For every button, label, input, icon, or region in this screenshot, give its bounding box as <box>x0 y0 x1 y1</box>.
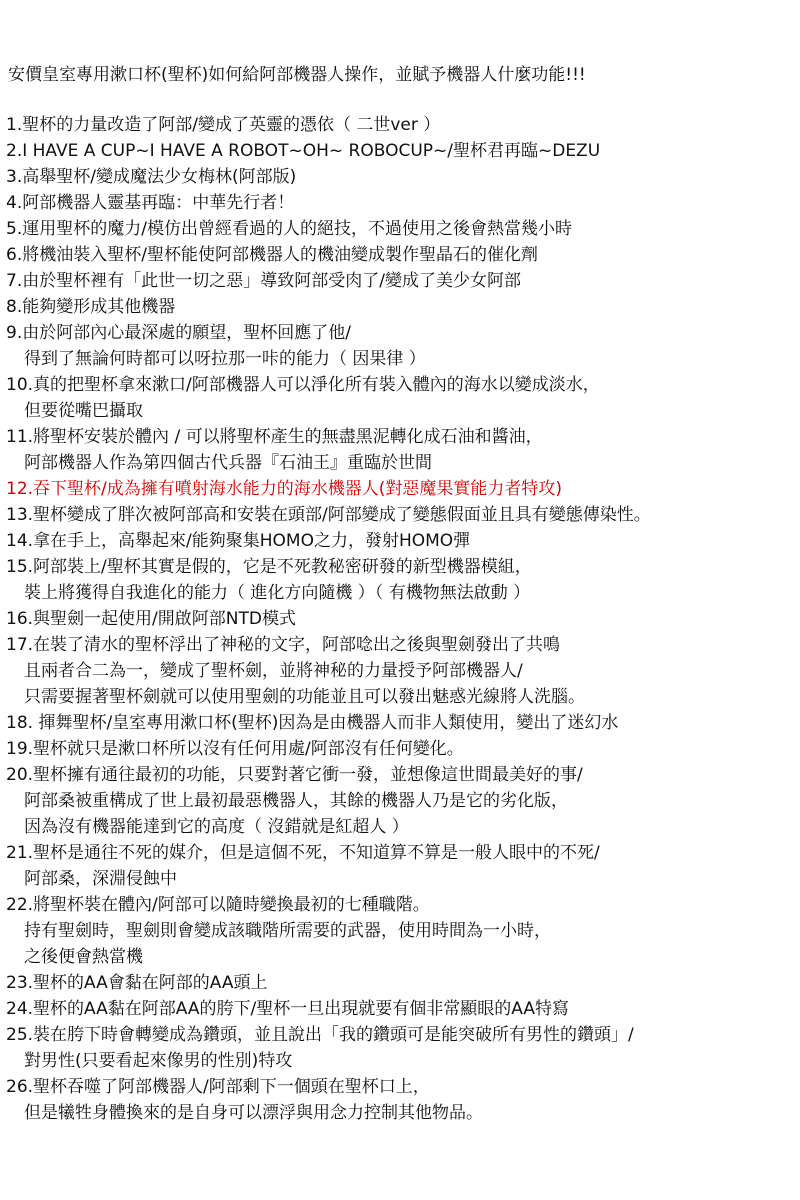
list-item: 15.阿部裝上/聖杯其實是假的，它是不死教秘密研發的新型機器模組， <box>6 557 532 577</box>
list-item: 21.聖杯是通往不死的媒介，但是這個不死，不知道算不算是一般人眼中的不死/ <box>6 843 600 863</box>
list-item: 26.聖杯吞噬了阿部機器人/阿部剩下一個頭在聖杯口上， <box>6 1077 430 1097</box>
list-item: 25.裝在胯下時會轉變成為鑽頭，並且說出「我的鑽頭可是能突破所有男性的鑽頭」/ <box>6 1025 634 1045</box>
list-item: 1.聖杯的力量改造了阿部/變成了英靈的憑依（ 二世ver ） <box>6 115 441 135</box>
list-item-continuation: 但要從嘴巴攝取 <box>24 401 143 421</box>
list-item-continuation: 且兩者合二為一，變成了聖杯劍，並將神秘的力量授予阿部機器人/ <box>24 661 523 681</box>
list-item: 12.吞下聖杯/成為擁有噴射海水能力的海水機器人(對惡魔果實能力者特攻) <box>6 479 563 499</box>
list-item: 5.運用聖杯的魔力/模仿出曾經看過的人的絕技，不過使用之後會熱當幾小時 <box>6 219 572 239</box>
list-item: 22.將聖杯裝在體內/阿部可以隨時變換最初的七種職階。 <box>6 895 430 915</box>
list-item: 7.由於聖杯裡有「此世一切之惡」導致阿部受肉了/變成了美少女阿部 <box>6 271 521 291</box>
list-item: 19.聖杯就只是漱口杯所以沒有任何用處/阿部沒有任何變化。 <box>6 739 464 759</box>
list-item: 23.聖杯的AA會黏在阿部的AA頭上 <box>6 973 268 993</box>
page-title: 安價皇室專用漱口杯(聖杯)如何給阿部機器人操作，並賦予機器人什麼功能!!! <box>8 65 586 85</box>
list-item-continuation: 阿部機器人作為第四個古代兵器『石油王』重臨於世間 <box>24 453 432 473</box>
list-item: 14.拿在手上，高舉起來/能夠聚集HOMO之力，發射HOMO彈 <box>6 531 471 551</box>
list-item-continuation: 但是犧牲身體換來的是自身可以漂浮與用念力控制其他物品。 <box>24 1103 483 1123</box>
list-item-continuation: 對男性(只要看起來像男的性別)特攻 <box>24 1051 293 1071</box>
list-item-continuation: 因為沒有機器能達到它的高度（ 沒錯就是紅超人 ） <box>24 817 409 837</box>
list-item: 10.真的把聖杯拿來漱口/阿部機器人可以淨化所有裝入體內的海水以變成淡水， <box>6 375 600 395</box>
list-item: 6.將機油裝入聖杯/聖杯能使阿部機器人的機油變成製作聖晶石的催化劑 <box>6 245 538 265</box>
list-item: 20.聖杯擁有通往最初的功能，只要對著它衝一發，並想像這世間最美好的事/ <box>6 765 583 785</box>
list-item: 13.聖杯變成了胖次被阿部高和安裝在頭部/阿部變成了變態假面並且具有變態傳染性。 <box>6 505 651 525</box>
list-item: 8.能夠變形成其他機器 <box>6 297 176 317</box>
list-item-continuation: 阿部桑被重構成了世上最初最惡機器人，其餘的機器人乃是它的劣化版， <box>24 791 568 811</box>
list-item: 2.I HAVE A CUP~I HAVE A ROBOT~OH~ ROBOCUP~/聖杯君再臨~DEZU <box>6 141 601 161</box>
list-item: 18. 揮舞聖杯/皇室專用漱口杯(聖杯)因為是由機器人而非人類使用，變出了迷幻水 <box>6 713 619 733</box>
list-item: 17.在裝了清水的聖杯浮出了神秘的文字，阿部唸出之後與聖劍發出了共鳴 <box>6 635 561 655</box>
list-item: 9.由於阿部內心最深處的願望，聖杯回應了他/ <box>6 323 351 343</box>
list-item: 4.阿部機器人靈基再臨：中華先行者！ <box>6 193 295 213</box>
list-item-continuation: 之後便會熱當機 <box>24 947 143 967</box>
feature-list <box>6 112 798 1126</box>
list-item: 24.聖杯的AA黏在阿部AA的胯下/聖杯一旦出現就要有個非常顯眼的AA特寫 <box>6 999 569 1019</box>
list-item: 11.將聖杯安裝於體內 / 可以將聖杯產生的無盡黑泥轉化成石油和醬油， <box>6 427 543 447</box>
list-item: 3.高舉聖杯/變成魔法少女梅林(阿部版) <box>6 167 297 187</box>
list-item-continuation: 裝上將獲得自我進化的能力（ 進化方向隨機 ）（ 有機物無法啟動 ） <box>24 583 531 603</box>
list-item-continuation: 阿部桑，深淵侵蝕中 <box>24 869 177 889</box>
list-item-continuation: 持有聖劍時，聖劍則會變成該職階所需要的武器，使用時間為一小時， <box>24 921 551 941</box>
list-item-continuation: 得到了無論何時都可以呀拉那一咔的能力（ 因果律 ） <box>24 349 426 369</box>
list-item-continuation: 只需要握著聖杯劍就可以使用聖劍的功能並且可以發出魅惑光線將人洗腦。 <box>24 687 585 707</box>
list-item: 16.與聖劍一起使用/開啟阿部NTD模式 <box>6 609 296 629</box>
